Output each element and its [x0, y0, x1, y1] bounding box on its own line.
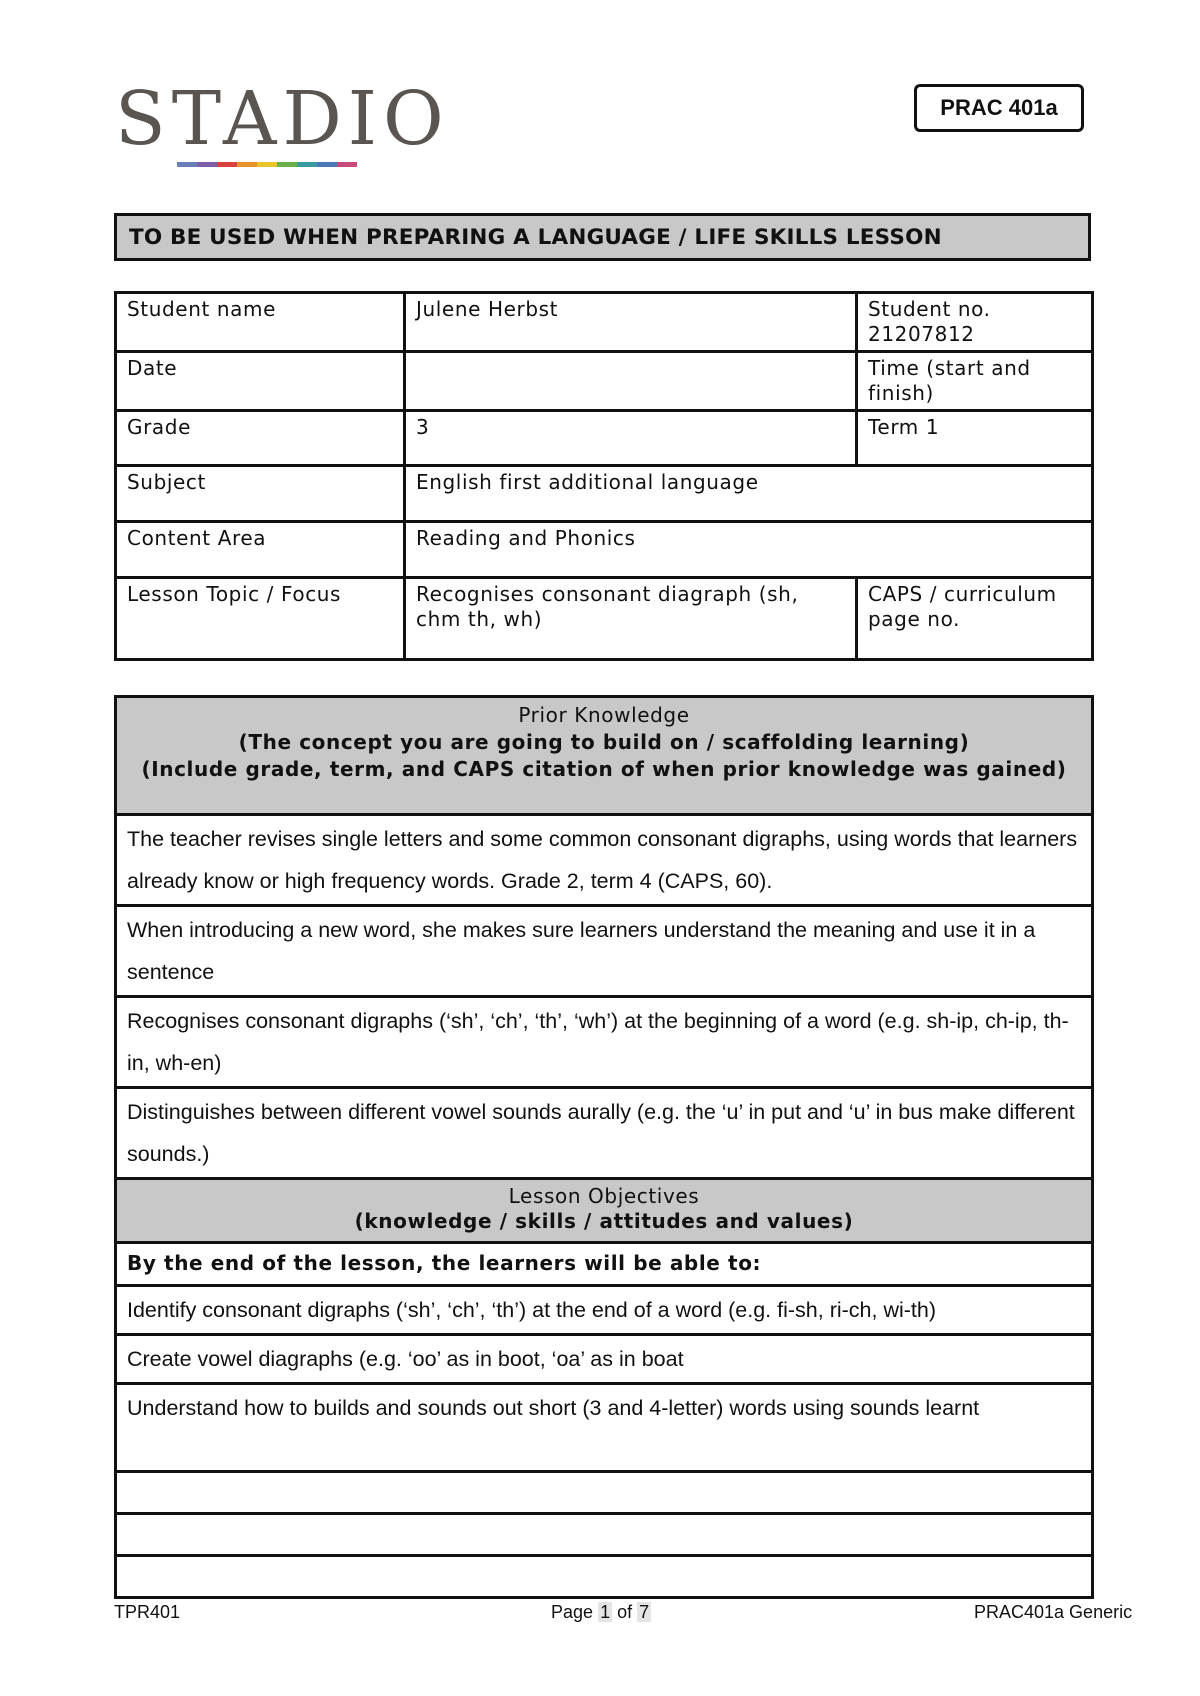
empty-row: [116, 1472, 1093, 1514]
student-no-label: Student no.: [868, 297, 991, 321]
table-row: [116, 997, 1093, 1088]
empty-row: [116, 1556, 1093, 1598]
prior-knowledge-item: The teacher revises single letters and some common consonant digraphs, using words that learners already know or high frequency words. Grade 2, term 4 (CAPS, 60).: [116, 815, 1093, 906]
table-row: [116, 1514, 1093, 1556]
content-area-label: Content Area: [116, 522, 405, 578]
student-name-label: Student name: [116, 293, 405, 352]
subject-value: English first additional language: [405, 466, 1093, 522]
table-row: [116, 906, 1093, 997]
topic-label: Lesson Topic / Focus: [116, 578, 405, 660]
table-row: [116, 1472, 1093, 1514]
grade-label: Grade: [116, 411, 405, 466]
page-total: 7: [639, 1602, 650, 1622]
page-prefix: Page: [551, 1602, 594, 1622]
student-no-cell: [857, 293, 1093, 352]
logo-bar-segment: [237, 162, 257, 167]
table-row: [116, 466, 1093, 522]
logo-bar-segment: [257, 162, 277, 167]
logo-bar-segment: [177, 162, 197, 167]
term-label: Term 1: [857, 411, 1093, 466]
table-row: [116, 697, 1093, 815]
stadio-logo: [115, 76, 450, 174]
logo-bar-segment: [297, 162, 317, 167]
prior-knowledge-title: Prior Knowledge: [518, 703, 690, 727]
objective-item: Identify consonant digraphs (‘sh’, ‘ch’, ‘th’) at the end of a word (e.g. fi-sh, ri-ch, wi-th): [116, 1286, 1093, 1335]
table-row: [116, 411, 1093, 466]
prior-knowledge-item: When introducing a new word, she makes sure learners understand the meaning and use it in a sentence: [116, 906, 1093, 997]
time-label: Time (start and finish): [857, 352, 1093, 411]
page-of: of: [617, 1602, 633, 1622]
table-row: [116, 1088, 1093, 1179]
content-area-value: Reading and Phonics: [405, 522, 1093, 578]
grade-value: 3: [405, 411, 857, 466]
footer-form-name: PRAC401a Generic: [974, 1602, 1133, 1622]
footer-course-code: TPR401: [114, 1602, 181, 1622]
table-row: [116, 1384, 1093, 1472]
footer-page-number: [551, 1602, 651, 1623]
prior-knowledge-header: [116, 697, 1093, 815]
student-info-table: [114, 291, 1094, 661]
table-row: [116, 1556, 1093, 1598]
lesson-plan-table: [114, 695, 1094, 1599]
objectives-lead: By the end of the lesson, the learners will be able to:: [116, 1243, 1093, 1286]
subject-label: Subject: [116, 466, 405, 522]
prior-knowledge-item: Recognises consonant digraphs (‘sh’, ‘ch’, ‘th’, ‘wh’) at the beginning of a word (e.g. sh-ip, ch-ip, th-in, wh-en): [116, 997, 1093, 1088]
table-row: [116, 293, 1093, 352]
prior-knowledge-subtitle: (The concept you are going to build on / scaffolding learning): [238, 730, 970, 754]
empty-row: [116, 1514, 1093, 1556]
objectives-title: Lesson Objectives: [508, 1184, 700, 1208]
prior-knowledge-item: Distinguishes between different vowel sounds aurally (e.g. the ‘u’ in put and ‘u’ in bus make different sounds.): [116, 1088, 1093, 1179]
logo-bar-segment: [197, 162, 217, 167]
logo-bar-segment: [317, 162, 337, 167]
form-code-badge: PRAC 401a: [914, 84, 1084, 132]
page-current: 1: [600, 1602, 611, 1622]
objectives-subtitle: (knowledge / skills / attitudes and values): [354, 1209, 854, 1233]
table-row: [116, 522, 1093, 578]
logo-bar-segment: [337, 162, 357, 167]
student-name-value: Julene Herbst: [405, 293, 857, 352]
table-row: [116, 1179, 1093, 1243]
student-no-value: 21207812: [868, 322, 975, 346]
form-banner: TO BE USED WHEN PREPARING A LANGUAGE / LIFE SKILLS LESSON: [114, 213, 1091, 261]
prior-knowledge-instruction: (Include grade, term, and CAPS citation of when prior knowledge was gained): [141, 757, 1067, 781]
table-row: [116, 815, 1093, 906]
logo-bar-segment: [277, 162, 297, 167]
logo-color-bar: [177, 162, 425, 167]
table-row: [116, 352, 1093, 411]
date-value: [405, 352, 857, 411]
caps-label: CAPS / curriculum page no.: [857, 578, 1093, 660]
logo-wordmark: STADIO: [115, 76, 450, 162]
objectives-header: [116, 1179, 1093, 1243]
objective-item: Understand how to builds and sounds out short (3 and 4-letter) words using sounds learnt: [116, 1384, 1093, 1472]
logo-bar-segment: [217, 162, 237, 167]
table-row: [116, 1243, 1093, 1286]
table-row: [116, 1286, 1093, 1335]
date-label: Date: [116, 352, 405, 411]
objective-item: Create vowel diagraphs (e.g. ‘oo’ as in boot, ‘oa’ as in boat: [116, 1335, 1093, 1384]
topic-value: Recognises consonant diagraph (sh, chm th, wh): [405, 578, 857, 660]
table-row: [116, 1335, 1093, 1384]
table-row: [116, 578, 1093, 660]
